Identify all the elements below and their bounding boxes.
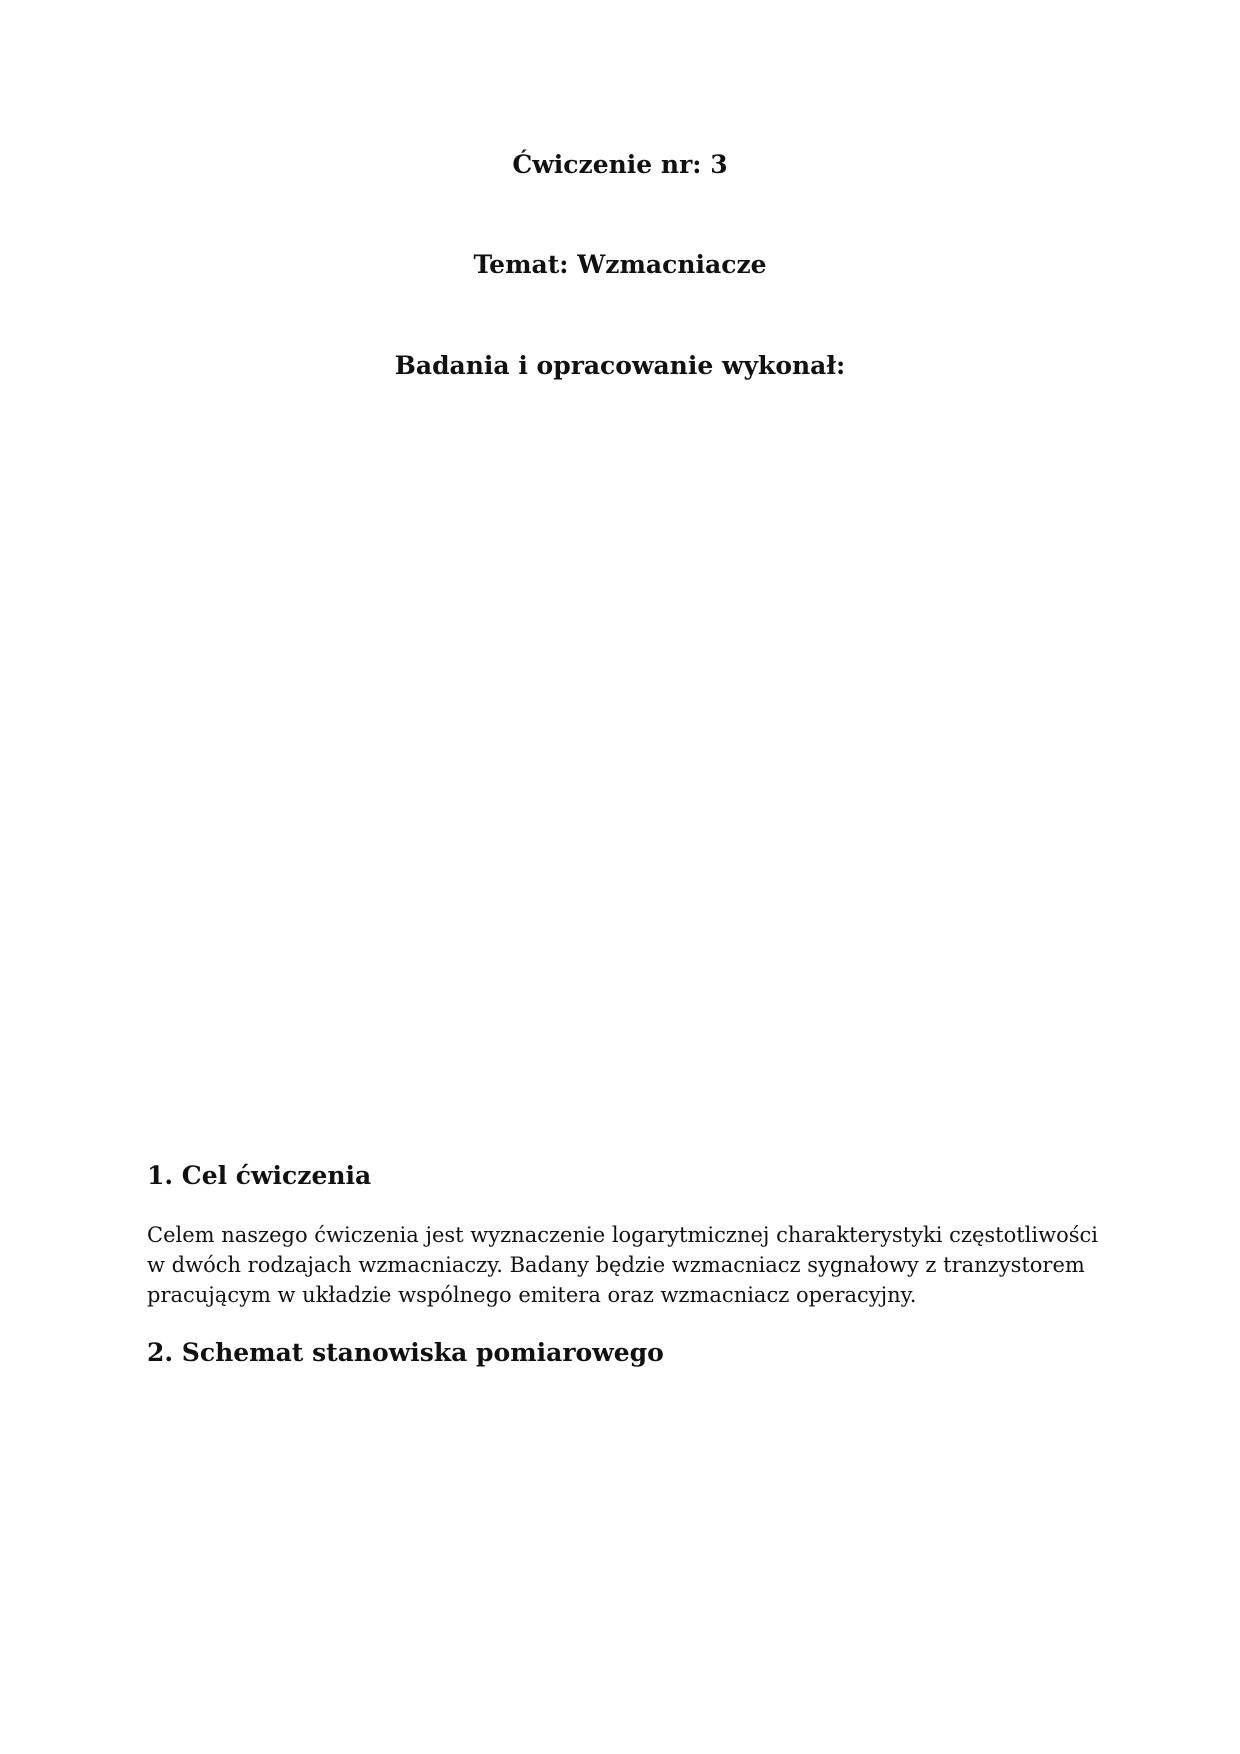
author-label: Badania i opracowanie wykonał:	[394, 351, 846, 380]
paragraph-line: pracującym w układzie wspólnego emitera oraz wzmacniacz operacyjny.	[147, 1283, 917, 1307]
paragraph-line: w dwóch rodzajach wzmacniaczy. Badany będzie wzmacniacz sygnałowy z tranzystorem	[147, 1253, 1085, 1277]
exercise-number-title: Ćwiczenie nr: 3	[512, 150, 728, 179]
section-heading-schema: 2. Schemat stanowiska pomiarowego	[147, 1338, 664, 1367]
section-heading-goal: 1. Cel ćwiczenia	[147, 1161, 372, 1190]
topic-title: Temat: Wzmacniacze	[473, 250, 767, 279]
paragraph-line: Celem naszego ćwiczenia jest wyznaczenie logarytmicznej charakterystyki częstotliwości	[147, 1223, 1098, 1247]
goal-paragraph	[147, 1220, 1098, 1310]
